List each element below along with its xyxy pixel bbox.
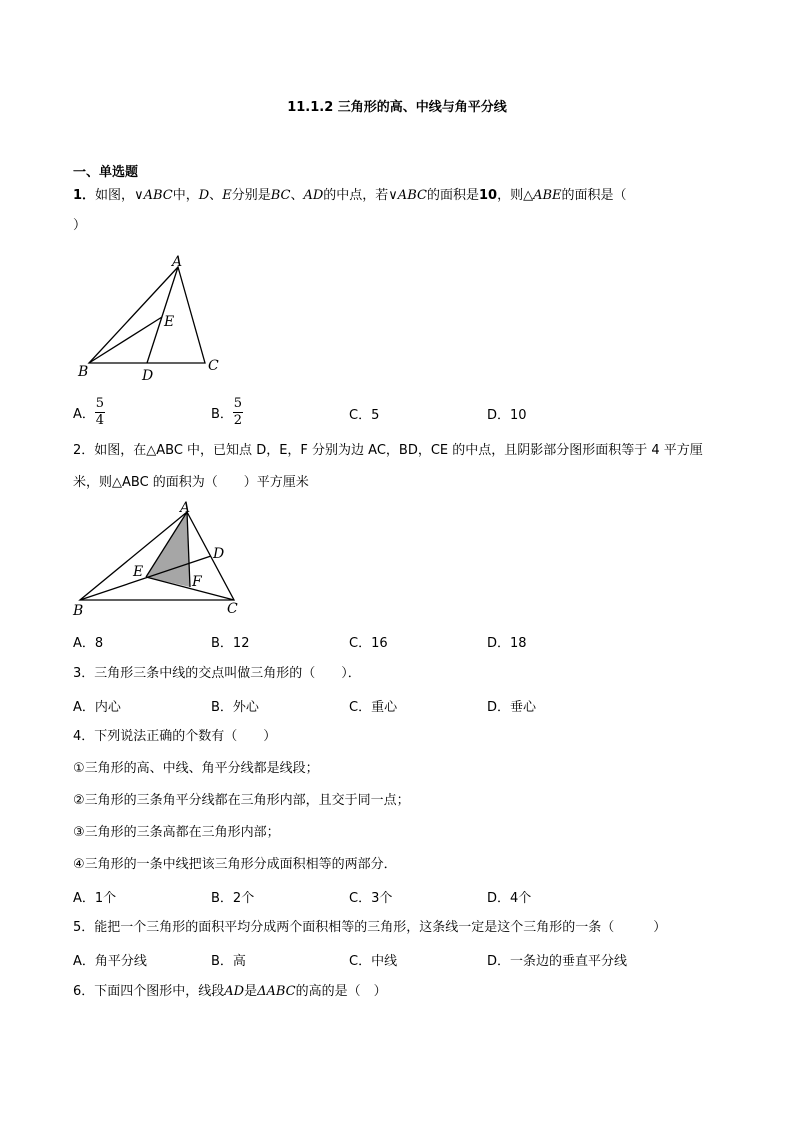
section-heading: 一、单选题 (73, 165, 139, 180)
q6-text-part: 6．下面四个图形中，线段 (73, 984, 225, 999)
q5-option-a[interactable]: A．角平分线 (73, 954, 147, 969)
q1-text-part: 中， (172, 188, 199, 203)
q1-math: AD (303, 188, 324, 203)
q1-option-a-letter: A． (73, 406, 95, 422)
q1-label-d: D (142, 368, 154, 382)
q2-label-e: E (133, 564, 144, 580)
q6-text-part: 的高的是（ ） (295, 984, 387, 999)
q1-math: BC (270, 188, 291, 203)
q1-text-part: 如图， (95, 188, 135, 203)
q1-text-part: 的面积是（ (561, 188, 627, 203)
q1-option-d[interactable]: D．10 (487, 408, 527, 423)
q4-statement-2: ②三角形的三条角平分线都在三角形内部，且交于同一点； (73, 793, 410, 808)
q4-statement-1: ①三角形的高、中线、角平分线都是线段； (73, 761, 319, 776)
q1-label-c: C (208, 358, 219, 374)
q2-label-f: F (192, 574, 202, 590)
q1-math: △ABE (523, 188, 562, 203)
q1-math: D (198, 188, 210, 203)
q6-math: AD (224, 984, 245, 999)
q1-option-b[interactable] (211, 395, 243, 429)
q1-math: ∨ABC (388, 188, 427, 203)
q1-label-e: E (164, 314, 175, 330)
q2-figure (70, 500, 250, 622)
q1-text-part: 、 (290, 188, 304, 203)
q4-option-b[interactable]: B．2个 (211, 891, 255, 906)
q5-option-c[interactable]: C．中线 (349, 954, 398, 969)
question-2-line-2: 米，则△ABC 的面积为（ ）平方厘米 (73, 475, 309, 490)
q1-number: 1． (73, 188, 96, 203)
q2-label-b: B (73, 603, 84, 619)
q1-text-part: 、 (209, 188, 223, 203)
q1-text-part: ，则 (497, 188, 524, 203)
q1-option-c[interactable]: C．5 (349, 408, 380, 423)
q1-label-b: B (78, 364, 89, 380)
q2-option-b[interactable]: B．12 (211, 636, 250, 651)
q4-option-a[interactable]: A．1个 (73, 891, 117, 906)
fraction-denominator: 2 (233, 412, 243, 428)
question-5-text: 5．能把一个三角形的面积平均分成两个面积相等的三角形，这条线一定是这个三角形的一条（ ） (73, 920, 667, 935)
q1-close-paren: ） (73, 218, 87, 233)
q1-option-a-fraction (95, 396, 105, 429)
q1-option-a[interactable] (73, 395, 105, 429)
q2-label-d: D (213, 546, 225, 562)
q3-option-b[interactable]: B．外心 (211, 700, 259, 715)
q2-option-d[interactable]: D．18 (487, 636, 527, 651)
question-4-text: 4．下列说法正确的个数有（ ） (73, 729, 277, 744)
question-1-text (73, 186, 627, 206)
q2-option-a[interactable]: A．8 (73, 636, 104, 651)
q2-label-c: C (227, 601, 238, 617)
q2-label-a: A (180, 500, 191, 516)
q3-option-d[interactable]: D．垂心 (487, 700, 537, 715)
fraction-numerator: 5 (95, 395, 105, 411)
q5-option-b[interactable]: B．高 (211, 954, 246, 969)
fraction-numerator: 5 (233, 395, 243, 411)
q1-text-part: 的面积是 (426, 188, 479, 203)
q3-option-a[interactable]: A．内心 (73, 700, 121, 715)
question-3-text: 3．三角形三条中线的交点叫做三角形的（ ）． (73, 666, 361, 681)
q1-option-b-letter: B． (211, 406, 233, 422)
q3-option-c[interactable]: C．重心 (349, 700, 398, 715)
q1-triangle-abc (89, 267, 205, 363)
q4-option-d[interactable]: D．4个 (487, 891, 532, 906)
question-2-line-1: 2．如图，在△ABC 中，已知点 D，E，F 分别为边 AC，BD，CE 的中点，且阴影部分图形面积等于 4 平方厘 (73, 443, 703, 458)
q4-statement-3: ③三角形的三条高都在三角形内部； (73, 825, 280, 840)
q6-text-part: 是 (244, 984, 258, 999)
q6-math: ΔABC (257, 984, 296, 999)
q4-option-c[interactable]: C．3个 (349, 891, 393, 906)
q1-text-part: 分别是 (231, 188, 271, 203)
q5-option-d[interactable]: D．一条边的垂直平分线 (487, 954, 628, 969)
q1-figure (72, 252, 232, 382)
q1-number-value: 10 (478, 188, 498, 203)
question-6-text (73, 982, 387, 1002)
q1-math: ∨ABC (134, 188, 173, 203)
page-title: 11.1.2 三角形的高、中线与角平分线 (287, 100, 507, 115)
q1-text-part: 的中点，若 (323, 188, 389, 203)
fraction-denominator: 4 (95, 412, 105, 428)
q4-statement-4: ④三角形的一条中线把该三角形分成面积相等的两部分． (73, 857, 397, 872)
q1-label-a: A (172, 254, 183, 270)
q1-option-b-fraction (233, 396, 243, 429)
q1-math: E (222, 188, 232, 203)
q2-option-c[interactable]: C．16 (349, 636, 388, 651)
